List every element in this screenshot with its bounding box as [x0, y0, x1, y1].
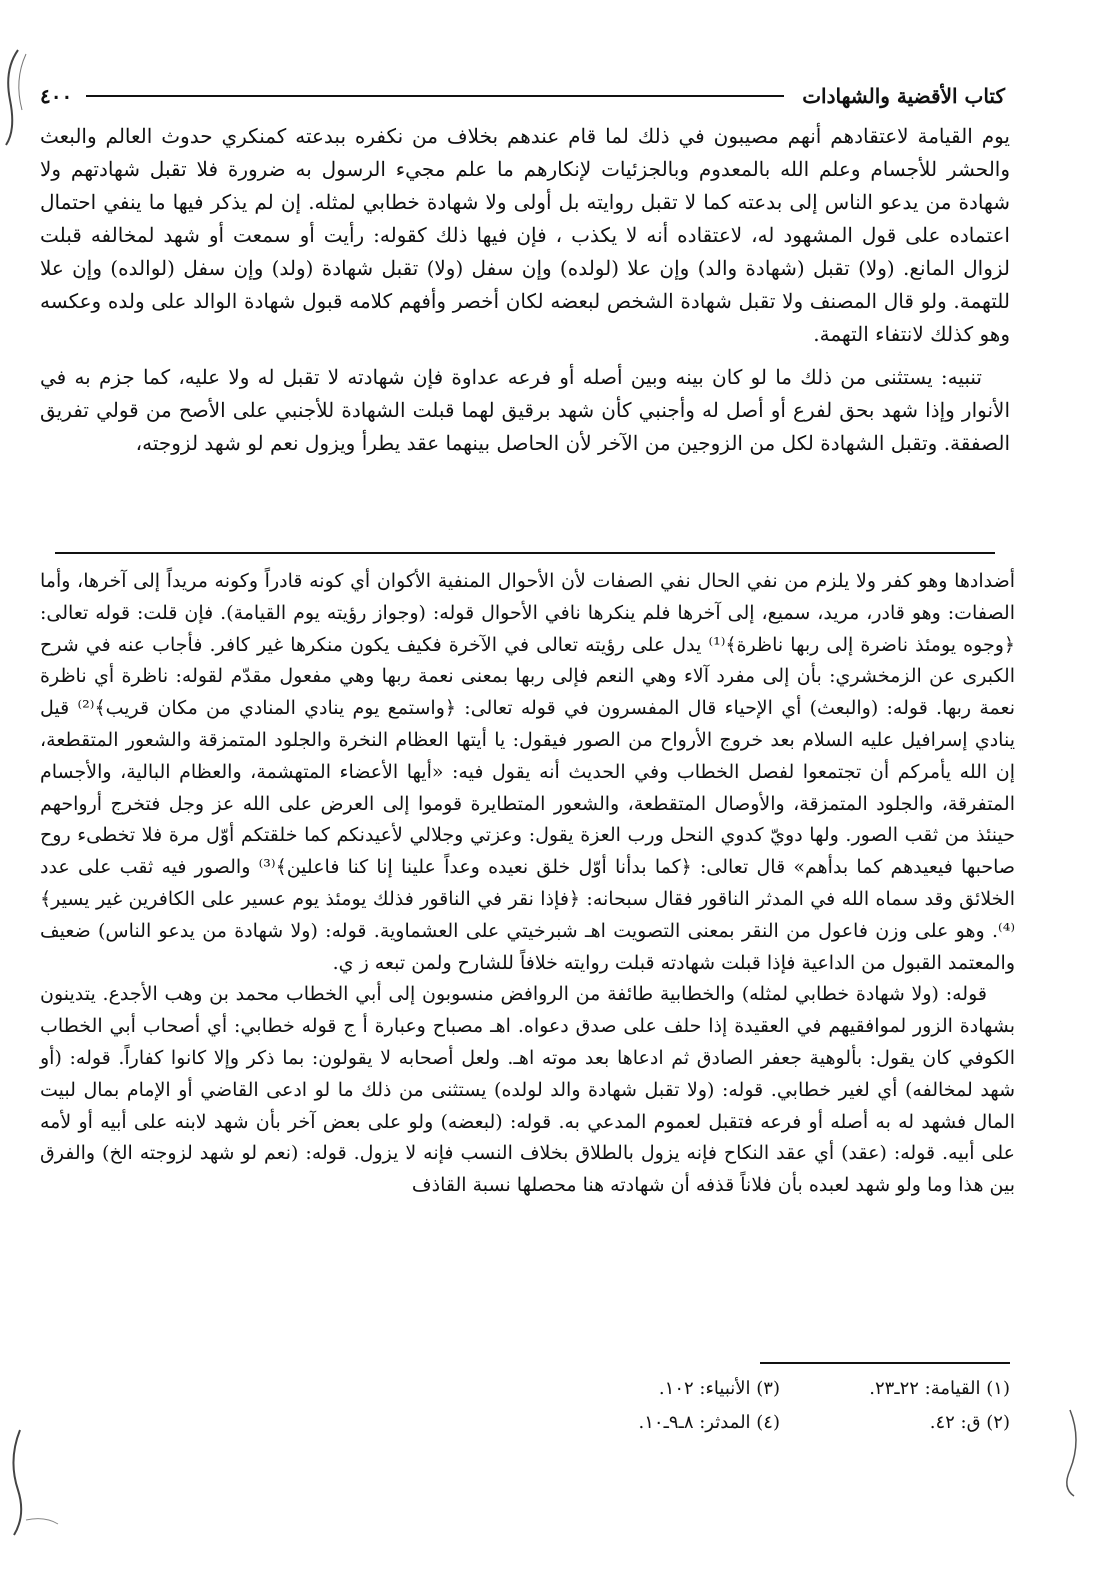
main-text [40, 120, 1010, 470]
scan-edge-mark-bottom-left [0, 1420, 60, 1540]
commentary-text [40, 566, 1015, 1202]
footnotes [560, 1378, 1010, 1458]
footnote: (٤) المدثر: ٨ـ٩ـ١٠. [638, 1412, 780, 1433]
page-number: ٤٠٠ [40, 84, 73, 108]
footnote: (١) القيامة: ٢٢ـ٢٣. [869, 1378, 1010, 1399]
commentary-paragraph: أضدادها وهو كفر ولا يلزم من نفي الحال نفي الصفات لأن الأحوال المنفية الأكوان أي كونه قادراً وكونه مريداً إلى آخرها، وأما الصفات: وهو قادر، مريد، سميع، إلى آخرها فلم ينكرها نافي الأحوال قوله: (وجواز رؤيته يوم القيامة). فإن قلت: قوله تعالى: ﴿وجوه يومئذ ناضرة إلى ربها ناظرة﴾⁽¹⁾ يدل على رؤيته تعالى في الآخرة فكيف يكون منكرها غير كافر. فأجاب عنه في شرح الكبرى عن الزمخشري: بأن إلى مفرد آلاء وهي النعم فإلى ربها بمعنى نعمة ربها وهي مفعول مقدّم لقوله: ناظرة أي ناظرة نعمة ربها. قوله: (والبعث) أي الإحياء قال المفسرون في قوله تعالى: ﴿واستمع يوم ينادي المنادي من مكان قريب﴾⁽²⁾ قيل ينادي إسرافيل عليه السلام بعد خروج الأرواح من الصور فيقول: يا أيتها العظام النخرة والجلود المتمزقة والشعور المتقطعة، إن الله يأمركم أن تجتمعوا لفصل الخطاب وفي الحديث أنه يقول فيه: «أيها الأعضاء المتهشمة، والعظام البالية، والأجسام المتفرقة، والجلود المتمزقة، والأوصال المتقطعة، والشعور المتطايرة قوموا إلى العرض على الله عز وجل فتخرج أرواحهم حينئذ من ثقب الصور. ولها دويّ كدوي النحل ورب العزة يقول: وعزتي وجلالي لأعيدنكم كما خلقتكم أوّل مرة فلا تخطىء روح صاحبها فيعيدهم كما بدأهم» قال تعالى: ﴿كما بدأنا أوّل خلق نعيده وعداً علينا إنا كنا فاعلين﴾⁽³⁾ والصور فيه ثقب على عدد الخلائق وقد سماه الله في المدثر الناقور فقال سبحانه: ﴿فإذا نقر في الناقور فذلك يومئذ يوم عسير على الكافرين غير يسير﴾⁽⁴⁾. وهو على وزن فاعول من النقر بمعنى التصويت اهـ شبرخيتي على العشماوية. قوله: (ولا شهادة من يدعو الناس) ضعيف والمعتمد القبول من الداعية فإذا قبلت شهادته قبلت روايته خلافاً للشارح ولمن تبعه ز ي. [40, 570, 1016, 974]
footnote: (٢) ق: ٤٢. [929, 1412, 1010, 1433]
scan-edge-mark-bottom-right [1040, 1400, 1100, 1500]
footnote-divider [760, 1362, 1010, 1364]
header-rule [86, 95, 784, 97]
scan-edge-mark-top-left [0, 40, 40, 150]
main-commentary-divider [55, 552, 995, 554]
main-paragraph: يوم القيامة لاعتقادهم أنهم مصيبون في ذلك لما قام عندهم بخلاف من نكفره ببدعته كمنكري حدوث العالم والبعث والحشر للأجسام وعلم الله بالمعدوم وبالجزئيات لإنكارهم ما علم مجيء الرسول به ضرورة فلا تقبل شهادتهم ولا شهادة من يدعو الناس إلى بدعته كما لا تقبل روايته بل أولى ولا شهادة خطابي لمثله. إن لم يذكر فيها ما ينفي احتمال اعتماده على قول المشهود له، لاعتقاده أنه لا يكذب ، فإن فيها ذلك كقوله: رأيت أو سمعت أو شهد لمخالفه قبلت لزوال المانع. (ولا) تقبل (شهادة والد) وإن علا (لولده) وإن سفل (ولا) تقبل شهادة (ولد) وإن سفل (لوالده) وإن علا للتهمة. ولو قال المصنف ولا تقبل شهادة الشخص لبعضه لكان أخصر وأفهم كلامه قبول شهادة الوالد على ولده وعكسه وهو كذلك لانتفاء التهمة. [40, 124, 1010, 346]
main-paragraph: تنبيه: يستثنى من ذلك ما لو كان بينه وبين أصله أو فرعه عداوة فإن شهادته لا تقبل له ولا عليه، كما جزم به في الأنوار وإذا شهد بحق لفرع أو أصل له وأجنبي كأن شهد برقيق لهما قبلت الشهادة للأجنبي على الأصح من قولي تفريق الصفقة. وتقبل الشهادة لكل من الزوجين من الآخر لأن الحاصل بينهما عقد يطرأ ويزول نعم لو شهد لزوجته، [40, 365, 1010, 455]
book-title: كتاب الأقضية والشهادات [802, 84, 1005, 108]
commentary-paragraph: قوله: (ولا شهادة خطابي لمثله) والخطابية طائفة من الروافض منسوبون إلى أبي الخطاب محمد بن وهب الأجدع. يتدينون بشهادة الزور لموافقيهم في العقيدة إذا حلف على صدق دعواه. اهـ مصباح وعبارة أ ج قوله خطابي: أي أصحاب أبي الخطاب الكوفي كان يقول: بألوهية جعفر الصادق ثم ادعاها بعد موته اهـ. ولعل أصحابه لا يقولون: بما ذكر وإلا كانوا كفاراً. قوله: (أو شهد لمخالفه) أي لغير خطابي. قوله: (ولا تقبل شهادة والد لولده) يستثنى من ذلك ما لو ادعى القاضي أو الإمام بمال لبيت المال فشهد له به أصله أو فرعه فتقبل لعموم المدعي به. قوله: (لبعضه) ولو على بعض آخر بأن شهد لابنه على أبيه أو لأمه على أبيه. قوله: (عقد) أي عقد النكاح فإنه يزول بالطلاق بخلاف النسب فإنه لا يزول. قوله: (نعم لو شهد لزوجته الخ) والفرق بين هذا وما ولو شهد لعبده بأن فلاناً قذفه أن شهادته هنا محصلها نسبة القاذف [40, 983, 1015, 1197]
footnote: (٣) الأنبياء: ١٠٢. [658, 1378, 780, 1399]
running-header [40, 76, 1005, 116]
